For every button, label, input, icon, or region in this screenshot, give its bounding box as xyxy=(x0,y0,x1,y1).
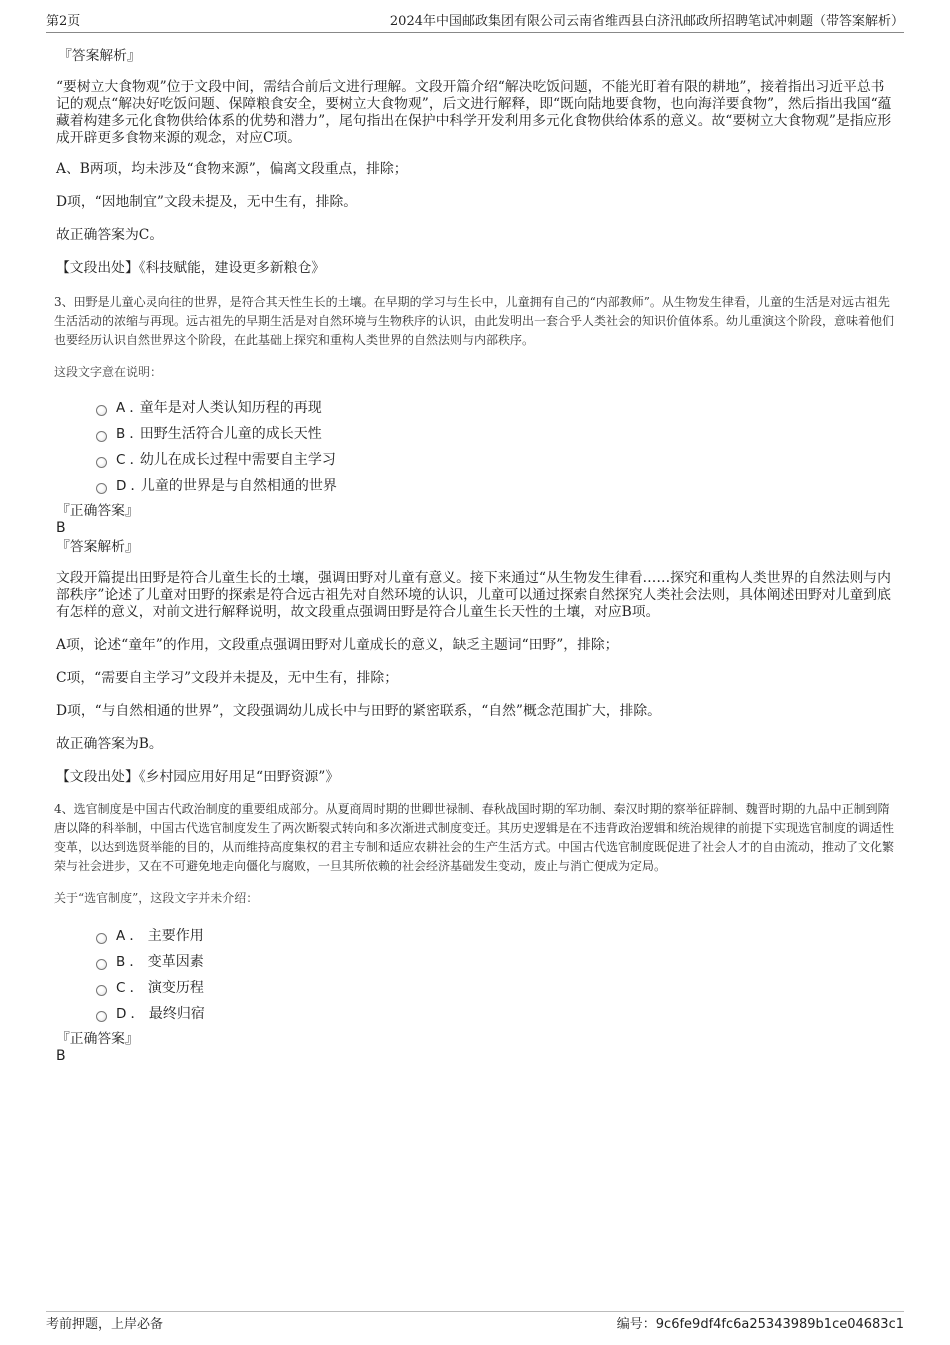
q3-answer-header: 『正确答案』 xyxy=(56,503,139,519)
option-text: 儿童的世界是与自然相通的世界 xyxy=(140,478,337,494)
option-text: 田野生活符合儿童的成长天性 xyxy=(139,426,322,442)
document-title: 2024年中国邮政集团有限公司云南省维西县白济汛邮政所招聘笔试冲刺题（带答案解析） xyxy=(389,14,904,29)
q3-option-d[interactable]: D . 儿童的世界是与自然相通的世界 xyxy=(96,473,898,499)
radio-icon[interactable] xyxy=(96,457,107,468)
q2-conclusion: 故正确答案为C。 xyxy=(56,227,164,243)
q4-option-a[interactable]: A . 主要作用 xyxy=(96,923,898,949)
radio-icon[interactable] xyxy=(96,405,107,416)
option-text: 变革因素 xyxy=(147,954,204,970)
q3-prompt: 这段文字意在说明： xyxy=(54,365,163,379)
footer-slogan: 考前押题，上岸必备 xyxy=(46,1317,164,1332)
page-footer xyxy=(46,1311,904,1332)
option-text: 最终归宿 xyxy=(148,1006,205,1022)
q4-option-c[interactable]: C . 演变历程 xyxy=(96,975,898,1001)
radio-icon[interactable] xyxy=(96,985,107,996)
q3-option-a[interactable]: A . 童年是对人类认知历程的再现 xyxy=(96,395,898,421)
q4-stem: 4、选官制度是中国古代政治制度的重要组成部分。从夏商周时期的世卿世禄制、春秋战国时期的军功制、秦汉时期的察举征辟制、魏晋时期的九品中正制到隋唐以降的科举制，中国古代选官制度发生了两次断裂式转向和多次渐进式制度变迁。其历史逻辑是在不违背政治逻辑和统治规律的前提下实现选官制度的调适性变革，以达到选贤举能的目的，从而维持高度集权的君主专制和适应农耕社会的生产生活方式。中国古代选官制度既促进了社会人才的自由流动，推动了文化繁荣与社会进步，又在不可避免地走向僵化与腐败，一旦其所依赖的社会经济基础发生变动，废止与消亡便成为定局。 xyxy=(54,802,895,873)
q2-elimination-ab: A、B两项，均未涉及“食物来源”，偏离文段重点，排除； xyxy=(56,161,408,177)
q4-option-d[interactable]: D . 最终归宿 xyxy=(96,1001,898,1027)
q4-prompt: 关于“选官制度”，这段文字并未介绍： xyxy=(54,891,259,905)
main-content xyxy=(56,44,898,1065)
radio-icon[interactable] xyxy=(96,483,107,494)
q3-conclusion: 故正确答案为B。 xyxy=(56,736,163,752)
q3-answer: B xyxy=(56,520,66,536)
radio-icon[interactable] xyxy=(96,431,107,442)
radio-icon[interactable] xyxy=(96,933,107,944)
footer-code xyxy=(617,1315,904,1335)
q3-analysis-paragraph: 文段开篇提出田野是符合儿童生长的土壤，强调田野对儿童有意义。接下来通过“从生物发生律看……探究和重构人类世界的自然法则与内部秩序”论述了儿童对田野的探索是符合远古祖先对自然环境的认识，儿童可以通过探索自然探究人类社会法则，具体阐述田野对儿童到底有怎样的意义，对前文进行解释说明，故文段重点强调田野是符合儿童生长天性的土壤，对应B项。 xyxy=(56,570,891,620)
q2-source: 【文段出处】《科技赋能，建设更多新粮仓》 xyxy=(56,260,326,276)
option-text: 童年是对人类认知历程的再现 xyxy=(139,400,322,416)
page-header xyxy=(46,12,904,33)
q3-option-b[interactable]: B . 田野生活符合儿童的成长天性 xyxy=(96,421,898,447)
q4-option-b[interactable]: B . 变革因素 xyxy=(96,949,898,975)
q3-options xyxy=(56,395,898,499)
q3-elimination-a: A项，论述“童年”的作用，文段重点强调田野对儿童成长的意义，缺乏主题词“田野”，排除； xyxy=(56,637,619,653)
q3-source: 【文段出处】《乡村园应用好用足“田野资源”》 xyxy=(56,769,340,785)
radio-icon[interactable] xyxy=(96,959,107,970)
q3-elimination-c: C项，“需要自主学习”文段并未提及，无中生有，排除； xyxy=(56,670,398,686)
q3-stem: 3、田野是儿童心灵向往的世界，是符合其天性生长的土壤。在早期的学习与生长中，儿童拥有自己的“内部教师”。从生物发生律看，儿童的生活是对远古祖先生活活动的浓缩与再现。远古祖先的早期生活是对自然环境与生物秩序的认识，由此发明出一套合乎人类社会的知识价值体系。幼儿重演这个阶段，意味着他们也要经历认识自然世界这个阶段，在此基础上探究和重构人类世界的自然法则与内部秩序。 xyxy=(54,295,895,347)
footer-code-value: 9c6fe9df4fc6a25343989b1ce04683c1 xyxy=(655,1317,904,1332)
radio-icon[interactable] xyxy=(96,1011,107,1022)
q3-elimination-d: D项，“与自然相通的世界”，文段强调幼儿成长中与田野的紧密联系，“自然”概念范围扩大，排除。 xyxy=(56,703,661,719)
q3-analysis-header: 『答案解析』 xyxy=(56,539,139,555)
q2-elimination-d: D项，“因地制宜”文段未提及，无中生有，排除。 xyxy=(56,194,358,210)
page-number: 第2页 xyxy=(46,14,81,29)
q4-answer: B xyxy=(56,1048,66,1064)
q4-answer-header: 『正确答案』 xyxy=(56,1031,139,1047)
footer-code-label: 编号： xyxy=(616,1317,656,1332)
q3-option-c[interactable]: C . 幼儿在成长过程中需要自主学习 xyxy=(96,447,898,473)
q4-options xyxy=(56,923,898,1027)
option-text: 主要作用 xyxy=(147,928,204,944)
q2-analysis-paragraph: “要树立大食物观”位于文段中间，需结合前后文进行理解。文段开篇介绍“解决吃饭问题，不能光盯着有限的耕地”，接着指出习近平总书记的观点“解决好吃饭问题、保障粮食安全，要树立大食物观”，后文进行解释，即“既向陆地要食物，也向海洋要食物”，然后指出我国“蕴藏着构建多元化食物供给体系的优势和潜力”，尾句指出在保护中科学开发利用多元化食物供给体系的意义。故“要树立大食物观”是指应形成开辟更多食物来源的观念，对应C项。 xyxy=(56,79,892,146)
option-text: 演变历程 xyxy=(147,980,204,996)
q2-analysis-header: 『答案解析』 xyxy=(58,48,141,64)
option-text: 幼儿在成长过程中需要自主学习 xyxy=(139,452,336,468)
